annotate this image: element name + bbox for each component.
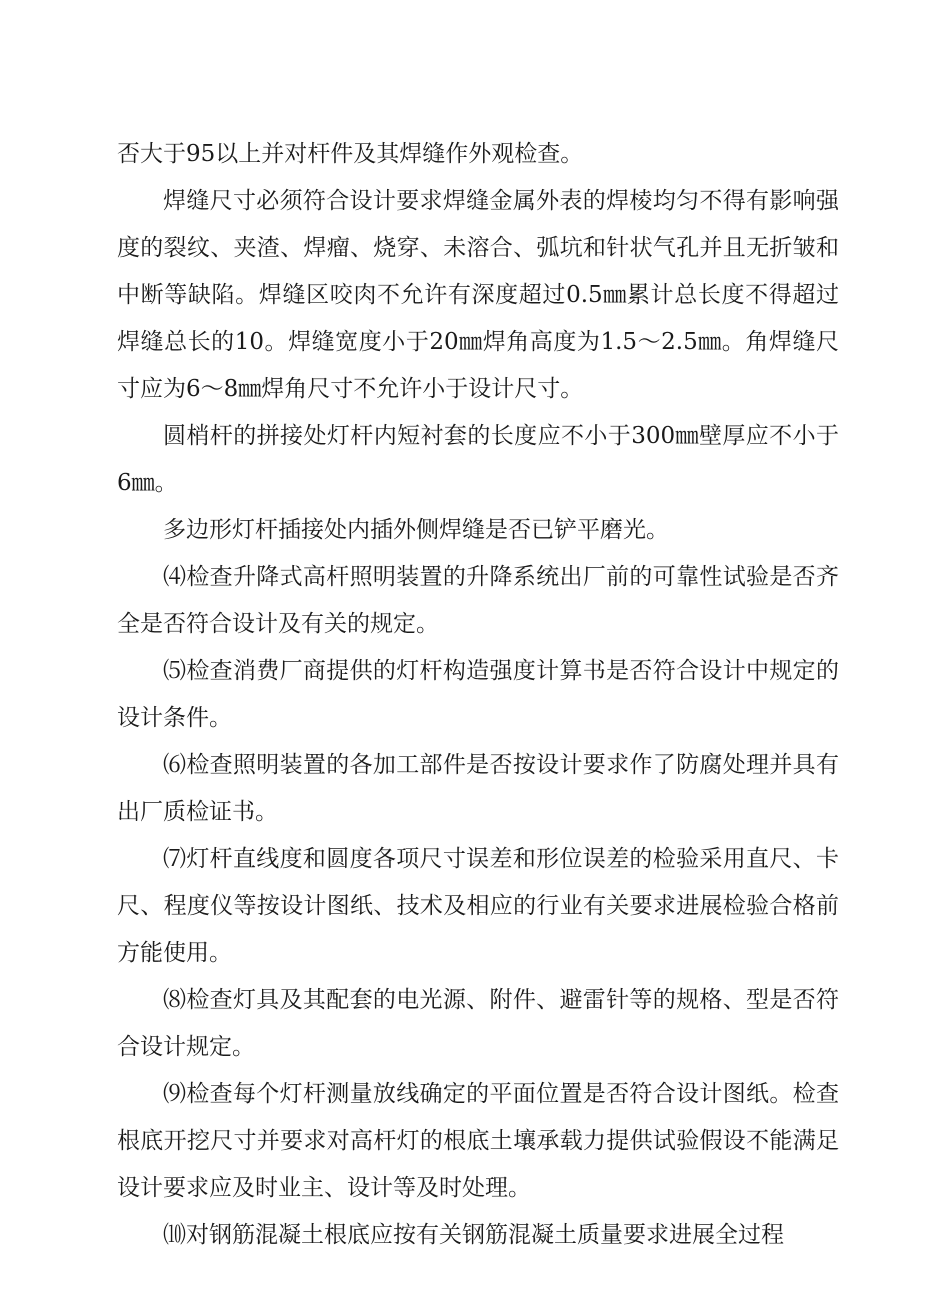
paragraph-item-6: ⑹检查照明装置的各加工部件是否按设计要求作了防腐处理并具有出厂质检证书。 [117, 752, 839, 825]
paragraph-item-9: ⑼检查每个灯杆测量放线确定的平面位置是否符合设计图纸。检查根底开挖尺寸并要求对高杆灯的根底土壤承载力提供试验假设不能满足设计要求应及时业主、设计等及时处理。 [117, 1081, 839, 1201]
paragraph-item-7: ⑺灯杆直线度和圆度各项尺寸误差和形位误差的检验采用直尺、卡尺、程度仪等按设计图纸、技术及相应的行业有关要求进展检验合格前方能使用。 [117, 846, 839, 966]
paragraph-round-pole-splice: 圆梢杆的拼接处灯杆内短衬套的长度应不小于300㎜壁厚应不小于6㎜。 [117, 423, 839, 496]
paragraph-polygon-pole-weld: 多边形灯杆插接处内插外侧焊缝是否已铲平磨光。 [163, 517, 669, 543]
paragraph-item-4: ⑷检查升降式高杆照明装置的升降系统出厂前的可靠性试验是否齐全是否符合设计及有关的规定。 [117, 564, 839, 637]
document-body [117, 131, 839, 1259]
paragraph-item-10: ⑽对钢筋混凝土根底应按有关钢筋混凝土质量要求进展全过程 [163, 1222, 784, 1248]
paragraph-weld-size: 焊缝尺寸必须符合设计要求焊缝金属外表的焊棱均匀不得有影响强度的裂纹、夹渣、焊瘤、烧穿、未溶合、弧坑和针状气孔并且无折皱和中断等缺陷。焊缝区咬肉不允许有深度超过0.5㎜累计总长度不得超过焊缝总长的10。焊缝宽度小于20㎜焊角高度为1.5～2.5㎜。角焊缝尺寸应为6～8㎜焊角尺寸不允许小于设计尺寸。 [117, 188, 839, 402]
paragraph-item-5: ⑸检查消费厂商提供的灯杆构造强度计算书是否符合设计中规定的设计条件。 [117, 658, 839, 731]
paragraph-continuation: 否大于95以上并对杆件及其焊缝作外观检查。 [117, 141, 584, 167]
paragraph-item-8: ⑻检查灯具及其配套的电光源、附件、避雷针等的规格、型是否符合设计规定。 [117, 987, 839, 1060]
